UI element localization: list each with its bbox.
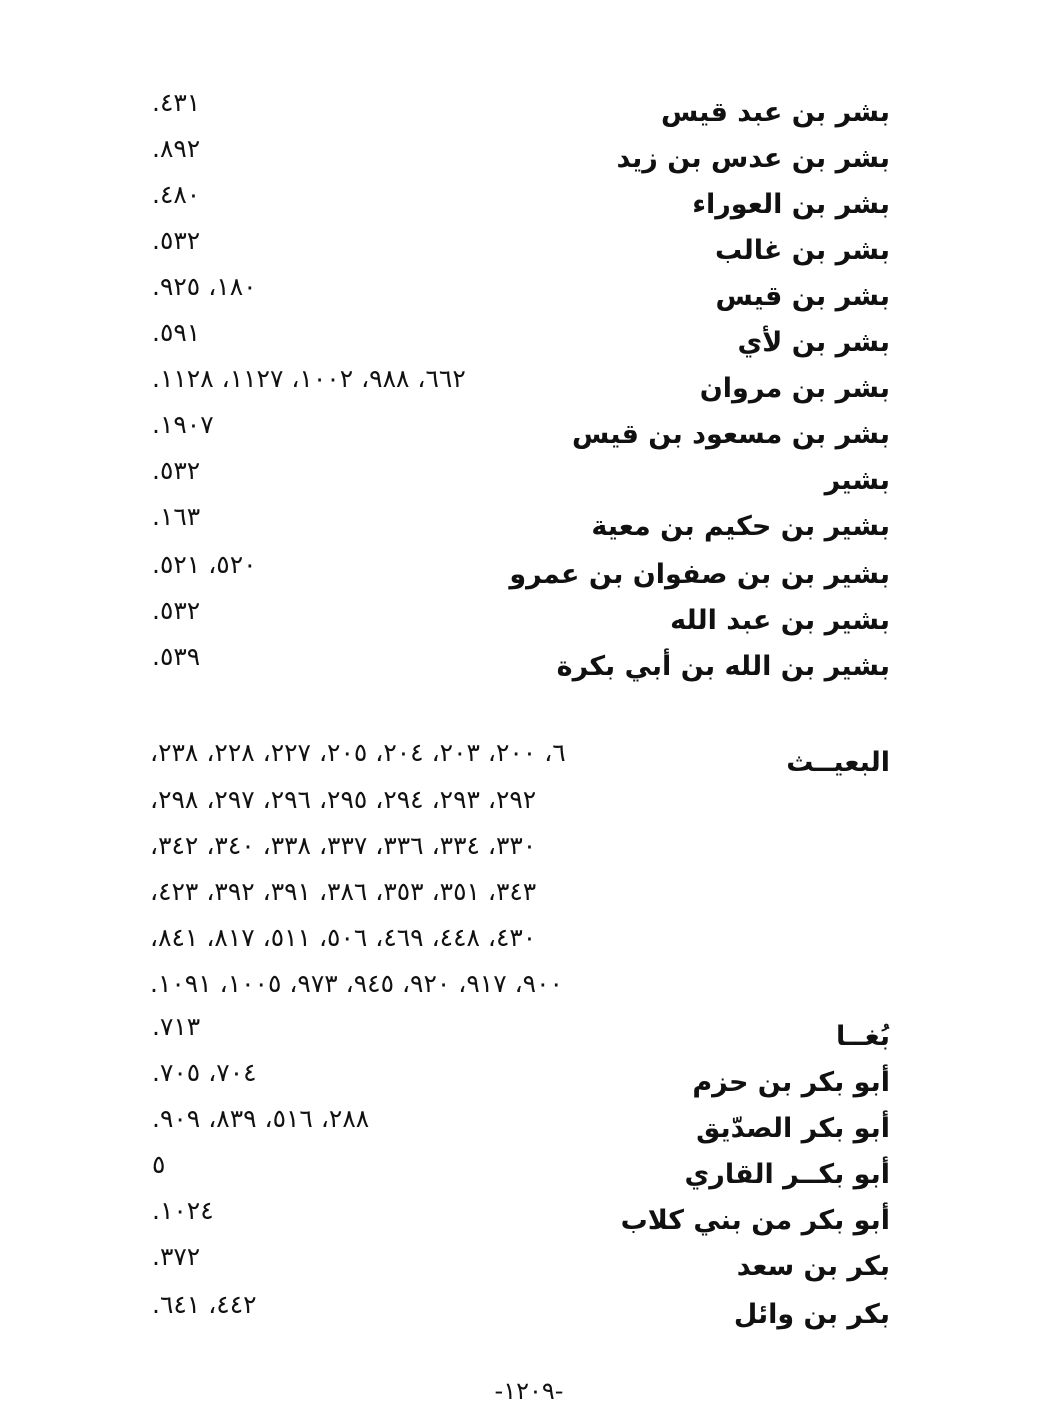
entry-name: بشير بن عبد الله [670,605,890,636]
index-entry [140,1058,890,1104]
entry-pages: ٥ [152,1150,166,1179]
index-entry [140,1104,890,1150]
entry-name: بشير [824,465,890,496]
index-entry [140,456,890,502]
entry-pages: ٣٧٢. [152,1242,201,1271]
index-entry [140,1196,890,1242]
entry-name: أبو بكر بن حزم [692,1067,890,1098]
index-entry [140,502,890,548]
entry-pages: ٦٦٢، ٩٨٨، ١٠٠٢، ١١٢٧، ١١٢٨. [152,364,466,393]
entry-pages: ٣٣٠، ٣٣٤، ٣٣٦، ٣٣٧، ٣٣٨، ٣٤٠، ٣٤٢، [150,831,537,860]
entry-name: بُغــا [836,1021,890,1052]
baath-pages-line [150,831,628,871]
entry-name: بشر بن لأي [737,327,890,358]
index-entry [140,180,890,226]
entry-pages: ٨٩٢. [152,134,201,163]
entry-pages: ٣٤٣، ٣٥١، ٣٥٣، ٣٨٦، ٣٩١، ٣٩٢، ٤٢٣، [150,877,537,906]
baath-pages-line [150,785,628,825]
entry-name: بشير بن حكيم بن معية [591,511,890,542]
entry-pages: ٩٠٠، ٩١٧، ٩٢٠، ٩٤٥، ٩٧٣، ١٠٠٥، ١٠٩١. [150,969,563,998]
entry-name: أبو بكر الصدّيق [696,1113,890,1144]
entry-name: البعيــث [786,747,890,778]
entry-pages: ٥٣٩. [152,642,201,671]
entry-name: بشر بن غالب [715,235,890,266]
index-entry [140,1242,890,1288]
entry-name: بشر بن عبد قيس [661,97,890,128]
baath-pages-line [150,738,660,778]
baath-pages-line [150,969,660,1009]
index-entry [140,134,890,180]
entry-pages: ٧١٣. [152,1012,201,1041]
index-entry [140,1012,890,1058]
index-entry [140,596,890,642]
entry-name: بكر بن سعد [736,1251,890,1282]
entry-name: بشر بن مسعود بن قيس [572,419,890,450]
page-number: -١٢٠٩- [494,1377,564,1405]
index-entry [140,318,890,364]
baath-pages-line [150,923,628,963]
index-entry [140,1150,890,1196]
entry-pages: ٥٣٢. [152,456,201,485]
index-entry [140,226,890,272]
index-entry [140,88,890,134]
entry-pages: ٢٨٨، ٥١٦، ٨٣٩، ٩٠٩. [152,1104,370,1133]
index-entry [140,364,890,410]
entry-pages: ٤٣٠، ٤٤٨، ٤٦٩، ٥٠٦، ٥١١، ٨١٧، ٨٤١، [150,923,537,952]
entry-name: أبو بكــر القاري [684,1159,890,1190]
entry-pages: ٥٣٢. [152,226,201,255]
entry-pages: ١٦٣. [152,502,201,531]
entry-pages: ٥٣٢. [152,596,201,625]
baath-pages-line [150,877,628,917]
entry-name: بشر بن مروان [699,373,890,404]
entry-name: بشر بن قيس [715,281,890,312]
index-entry [140,550,890,596]
index-entry [140,272,890,318]
entry-pages: ٧٠٤، ٧٠٥. [152,1058,257,1087]
entry-name: بشر بن عدس بن زيد [616,143,890,174]
entry-pages: ٥٢٠، ٥٢١. [152,550,257,579]
entry-name: أبو بكر من بني كلاب [620,1205,890,1236]
entry-pages: ٥٩١. [152,318,201,347]
entry-name: بشير بن الله بن أبي بكرة [556,651,890,682]
index-entry [140,642,890,688]
entry-pages: ٤٣١. [152,88,201,117]
entry-pages: ١٠٢٤. [152,1196,214,1225]
entry-pages: ٤٤٢، ٦٤١. [152,1290,257,1319]
entry-pages: ٤٨٠. [152,180,201,209]
index-entry [140,1290,890,1336]
entry-name: بشر بن العوراء [692,189,890,220]
entry-name: بكر بن وائل [733,1299,890,1330]
entry-name: بشير بن بن صفوان بن عمرو [509,559,890,590]
index-entry [140,410,890,456]
entry-pages: ١٨٠، ٩٢٥. [152,272,257,301]
entry-pages: ٢٩٢، ٢٩٣، ٢٩٤، ٢٩٥، ٢٩٦، ٢٩٧، ٢٩٨، [150,785,537,814]
entry-pages: ٦، ٢٠٠، ٢٠٣، ٢٠٤، ٢٠٥، ٢٢٧، ٢٢٨، ٢٣٨، [150,738,566,767]
entry-pages: ١٩٠٧. [152,410,214,439]
